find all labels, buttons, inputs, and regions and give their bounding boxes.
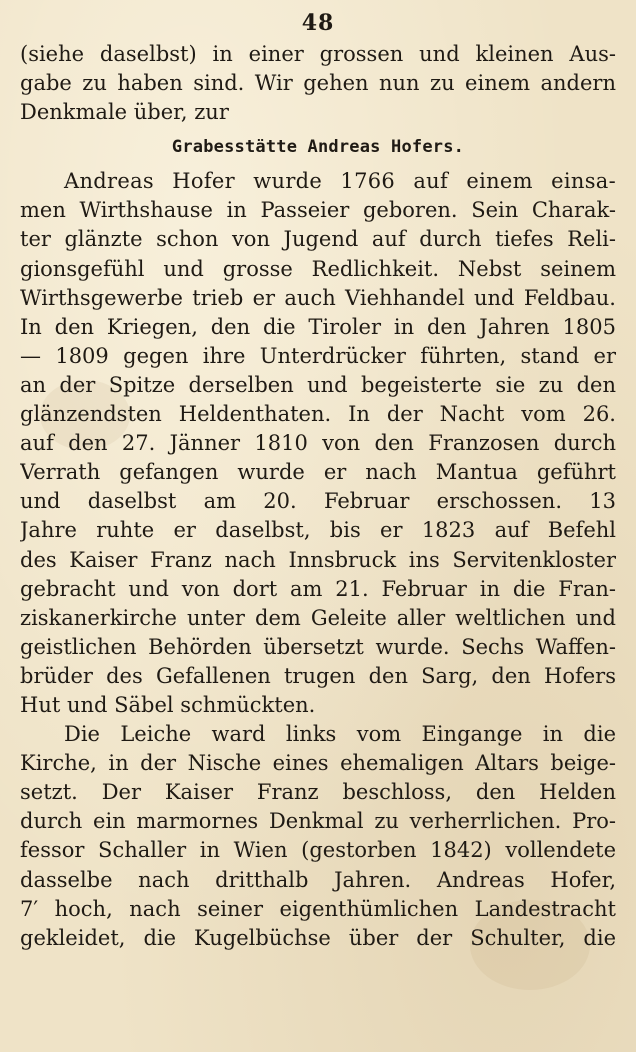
- text-line: auf den 27. Jänner 1810 von den Franzosen durch: [20, 431, 616, 456]
- text-line: an der Spitze derselben und begeisterte sie zu den: [20, 372, 616, 397]
- text-line: brüder des Gefallenen trugen den Sarg, den Hofers: [20, 663, 616, 688]
- text-line: fessor Schaller in Wien (gestorben 1842) vollendete: [20, 838, 616, 863]
- text-line: Kirche, in der Nische eines ehemaligen Altars beige-: [20, 751, 616, 776]
- text-line: Andreas Hofer wurde 1766 auf einem einsa-: [64, 169, 616, 194]
- text-line: des Kaiser Franz nach Innsbruck ins Servitenkloster: [20, 547, 616, 572]
- text-line: gionsgefühl und grosse Redlichkeit. Nebst seinem: [20, 256, 616, 281]
- text-line: Wirthsgewerbe trieb er auch Viehhandel und Feldbau.: [20, 285, 616, 310]
- section-heading: Grabesstätte Andreas Hofers.: [171, 137, 465, 158]
- text-line: setzt. Der Kaiser Franz beschloss, den Helden: [20, 780, 616, 805]
- text-line: Die Leiche ward links vom Eingange in die: [64, 722, 616, 747]
- text-line: Denkmale über, zur: [20, 100, 229, 125]
- text-line: geistlichen Behörden übersetzt wurde. Sechs Waffen-: [20, 634, 616, 659]
- text-line: und daselbst am 20. Februar erschossen. 13: [20, 489, 616, 514]
- text-line: 7′ hoch, nach seiner eigenthümlichen Landestracht: [20, 896, 616, 921]
- text-line: — 1809 gegen ihre Unterdrücker führten, stand er: [20, 343, 616, 368]
- intro-text: [20, 40, 616, 127]
- text-line: dasselbe nach dritthalb Jahren. Andreas Hofer,: [20, 867, 616, 892]
- text-line: men Wirthshause in Passeier geboren. Sein Charak-: [20, 198, 616, 223]
- text-line: gekleidet, die Kugelbüchse über der Schulter, die: [20, 925, 616, 950]
- text-line: gebracht und von dort am 21. Februar in die Fran-: [20, 576, 616, 601]
- text-line: In den Kriegen, den die Tiroler in den Jahren 1805: [20, 314, 616, 339]
- paragraph-hofer-biography: [20, 167, 616, 720]
- text-line: ziskanerkirche unter dem Geleite aller weltlichen und: [20, 605, 616, 630]
- text-line: (siehe daselbst) in einer grossen und kleinen Aus-: [20, 42, 616, 66]
- text-line: Verrath gefangen wurde er nach Mantua geführt: [20, 460, 616, 485]
- paragraph-burial: [20, 720, 616, 953]
- text-line: Jahre ruhte er daselbst, bis er 1823 auf Befehl: [20, 518, 616, 543]
- book-page: [20, 6, 616, 953]
- text-line: ter glänzte schon von Jugend auf durch tiefes Reli-: [20, 227, 616, 252]
- text-line: gabe zu haben sind. Wir gehen nun zu einem andern: [20, 71, 616, 96]
- text-line: glänzendsten Heldenthaten. In der Nacht vom 26.: [20, 402, 616, 427]
- page-number: 48: [301, 10, 335, 36]
- text-line: durch ein marmornes Denkmal zu verherrlichen. Pro-: [20, 809, 616, 834]
- text-line: Hut und Säbel schmückten.: [20, 692, 316, 717]
